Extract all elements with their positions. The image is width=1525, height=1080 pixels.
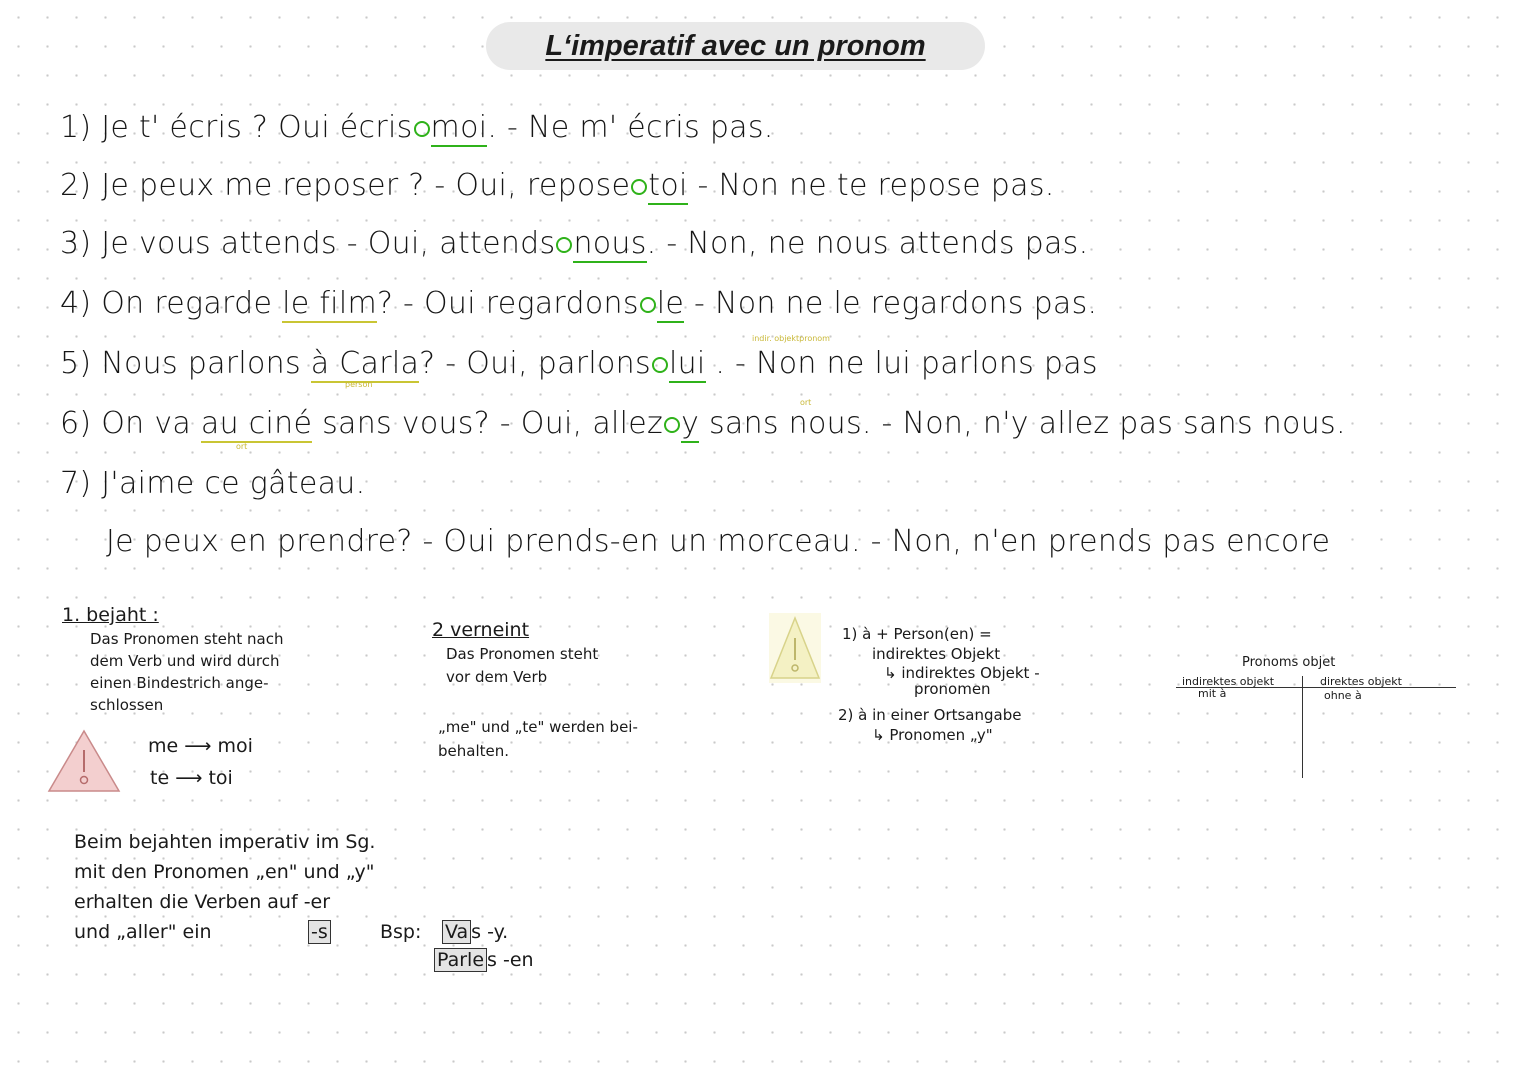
pronoun-pair-to: toi bbox=[208, 767, 233, 789]
pronoun-pair bbox=[148, 734, 253, 758]
pronoun-pair bbox=[150, 766, 233, 790]
example-answer: Oui, allez bbox=[520, 406, 664, 441]
example-question: Je peux me reposer ? - bbox=[101, 168, 446, 203]
example-number: 2) bbox=[60, 168, 92, 203]
example-answer: Oui écris bbox=[278, 110, 413, 145]
bottom-example-rest: s -y. bbox=[471, 921, 509, 943]
example-pronoun: le bbox=[656, 286, 685, 321]
bsp-label: Bsp: bbox=[380, 921, 422, 943]
annotation-person: person bbox=[345, 380, 373, 389]
hyphen-circle-icon bbox=[556, 237, 572, 253]
example-1 bbox=[60, 110, 774, 145]
section-1-line: Das Pronomen steht nach bbox=[90, 630, 284, 648]
example-negation: . - Ne m' écris pas. bbox=[487, 110, 774, 145]
suffix-label: -s bbox=[308, 920, 331, 944]
section-3-line: 2) à in einer Ortsangabe bbox=[838, 706, 1022, 724]
table-header: Pronoms objet bbox=[1242, 655, 1336, 670]
example-5 bbox=[60, 346, 1098, 381]
table-col-2-line: direktes objekt bbox=[1320, 675, 1402, 688]
example-number: 4) bbox=[60, 286, 92, 321]
example-number: 5) bbox=[60, 346, 92, 381]
bottom-note-line: erhalten die Verben auf -er bbox=[74, 891, 331, 913]
example-7-answer: Je peux en prendre? - Oui prends-en un morceau. - Non, n'en prends pas encore bbox=[106, 524, 1331, 559]
bottom-example-rest: s -en bbox=[487, 949, 534, 971]
example-number: 6) bbox=[60, 406, 92, 441]
pronoun-pair-to: moi bbox=[217, 735, 253, 757]
example-question-end: sans vous? - bbox=[322, 406, 511, 441]
hyphen-circle-icon bbox=[640, 297, 656, 313]
arrow-right-icon: ⟶ bbox=[175, 767, 209, 789]
example-question: On va bbox=[101, 406, 192, 441]
example-pronoun: y bbox=[681, 406, 700, 441]
section-2-heading: 2 verneint bbox=[432, 619, 530, 641]
table-col-1-line: mit à bbox=[1198, 687, 1227, 700]
table-divider bbox=[1302, 676, 1303, 778]
example-pronoun: lui bbox=[668, 346, 706, 381]
example-number: 1) bbox=[60, 110, 92, 145]
section-1-line: einen Bindestrich ange- bbox=[90, 674, 269, 692]
hyphen-circle-icon bbox=[652, 357, 668, 373]
arrow-right-icon: ⟶ bbox=[184, 735, 218, 757]
hyphen-circle-icon bbox=[414, 121, 430, 137]
section-2-line: vor dem Verb bbox=[446, 668, 548, 686]
bottom-example-verb: Parle bbox=[434, 948, 487, 972]
example-7 bbox=[60, 466, 365, 501]
section-2-note: „me" und „te" werden bei- bbox=[438, 718, 638, 736]
example-question: Je vous attends - bbox=[101, 226, 358, 261]
section-3-line: 1) à + Person(en) = bbox=[842, 625, 992, 643]
example-question: J'aime ce gâteau. bbox=[101, 466, 366, 501]
suffix-box bbox=[308, 920, 331, 944]
example-object: à Carla bbox=[310, 346, 420, 381]
table-col-1-line: indirektes objekt bbox=[1182, 675, 1275, 688]
section-1-line: schlossen bbox=[90, 696, 164, 714]
hyphen-circle-icon bbox=[631, 179, 647, 195]
annotation-ort: ort bbox=[236, 442, 248, 451]
example-pronoun: moi bbox=[430, 110, 488, 145]
example-negation: - Non ne te repose pas. bbox=[697, 168, 1055, 203]
example-answer: Oui, repose bbox=[455, 168, 631, 203]
annotation-indirect-object: indir. objektpronom bbox=[752, 334, 830, 343]
example-object: le film bbox=[282, 286, 377, 321]
example-question-end: ? - bbox=[419, 346, 457, 381]
example-number: 3) bbox=[60, 226, 92, 261]
warning-icon bbox=[768, 612, 822, 684]
example-question: Je t' écris ? bbox=[101, 110, 269, 145]
example-answer: Oui, attends bbox=[367, 226, 556, 261]
section-3-line: pronomen bbox=[914, 680, 991, 698]
pronoun-pair-from: me bbox=[148, 735, 179, 757]
example-negation: - Non ne le regardons pas. bbox=[694, 286, 1098, 321]
pronoun-pair-from: te bbox=[150, 767, 170, 789]
example-question: On regarde bbox=[101, 286, 273, 321]
example-2 bbox=[60, 168, 1055, 203]
example-4 bbox=[60, 286, 1097, 321]
example-number: 7) bbox=[60, 466, 92, 501]
section-3-line: ↳ indirektes Objekt - bbox=[884, 664, 1040, 682]
bottom-example bbox=[434, 948, 534, 972]
hyphen-circle-icon bbox=[664, 417, 680, 433]
example-6 bbox=[60, 406, 1346, 441]
section-1-heading: 1. bejaht : bbox=[62, 604, 159, 626]
section-3-line: indirektes Objekt bbox=[872, 645, 1001, 663]
bottom-note-line: Beim bejahten imperativ im Sg. bbox=[74, 831, 376, 853]
example-answer: Oui regardons bbox=[424, 286, 639, 321]
example-pronoun: nous bbox=[573, 226, 647, 261]
example-3 bbox=[60, 226, 1088, 261]
example-question: Nous parlons bbox=[101, 346, 301, 381]
section-1-line: dem Verb und wird durch bbox=[90, 652, 280, 670]
page-title: L‘imperatif avec un pronom bbox=[545, 30, 926, 62]
bottom-note-line: und „aller" ein bbox=[74, 921, 212, 943]
example-negation: sans nous. - Non, n'y allez pas sans nous. bbox=[708, 406, 1346, 441]
example-object: au ciné bbox=[200, 406, 313, 441]
table-col-2-line: ohne à bbox=[1324, 689, 1362, 702]
example-question-end: ? - bbox=[376, 286, 415, 321]
example-answer: Oui, parlons bbox=[466, 346, 651, 381]
section-3-line: ↳ Pronomen „y" bbox=[872, 726, 993, 744]
example-negation: . - Non ne lui parlons pas bbox=[715, 346, 1098, 381]
warning-icon bbox=[46, 728, 122, 794]
annotation-ort: ort bbox=[800, 398, 812, 407]
bottom-note-line: mit den Pronomen „en" und „y" bbox=[74, 861, 375, 883]
example-pronoun: toi bbox=[648, 168, 688, 203]
example-negation: . - Non, ne nous attends pas. bbox=[646, 226, 1089, 261]
section-2-line: Das Pronomen steht bbox=[446, 645, 599, 663]
section-2-note: behalten. bbox=[438, 742, 510, 760]
bottom-example bbox=[442, 920, 508, 944]
bottom-example-verb: Va bbox=[442, 920, 471, 944]
